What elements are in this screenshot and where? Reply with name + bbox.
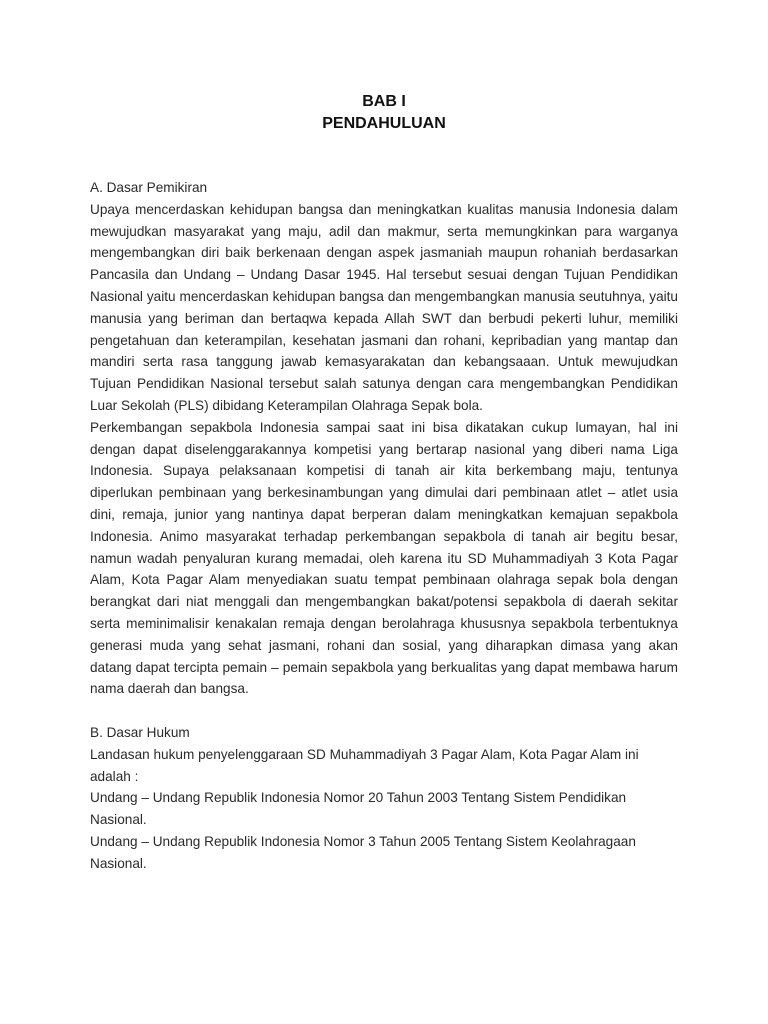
section-b-line-3: Undang – Undang Republik Indonesia Nomor 3 Tahun 2005 Tentang Sistem Keolahragaan Nasional. [90,833,636,871]
section-a-paragraph-2: Perkembangan sepakbola Indonesia sampai saat ini bisa dikatakan cukup lumayan, hal ini dengan dapat diselenggarakannya kompetisi yang bertarap nasional yang diberi nama Liga Indonesia. Supaya pelaksanaan kompetisi di tanah air kita berkembang maju, tentunya diperlukan pembinaan yang berkesinambungan yang dimulai dari pembinaan atlet – atlet usia dini, remaja, junior yang nantinya dapat berperan dalam meningkatkan kemajuan sepakbola Indonesia. Animo masyarakat terhadap perkembangan sepakbola di tanah air begitu besar, namun wadah penyaluran kurang memadai, oleh karena itu SD Muhammadiyah 3 Kota Pagar Alam, Kota Pagar Alam menyediakan suatu tempat pembinaan olahraga sepak bola dengan berangkat dari niat menggali dan mengembangkan bakat/potensi sepakbola di daerah sekitar serta meminimalisir kenakalan remaja dengan berolahraga khususnya sepakbola terbentuknya generasi muda yang sehat jasmani, rohani dan sosial, yang diharapkan dimasa yang akan datang dapat tercipta pemain – pemain sepakbola yang berkualitas yang dapat membawa harum nama daerah dan bangsa. [90,419,678,697]
section-b-title: B. Dasar Hukum [90,724,190,740]
chapter-number: BAB I [362,93,406,110]
chapter-title: PENDAHULUAN [322,115,446,132]
section-a-paragraph-1: Upaya mencerdaskan kehidupan bangsa dan meningkatkan kualitas manusia Indonesia dalam mewujudkan masyarakat yang maju, adil dan makmur, serta memungkinkan para warganya mengembangkan diri baik berkenaan dengan aspek jasmaniah maupun rohaniah berdasarkan Pancasila dan Undang – Undang Dasar 1945. Hal tersebut sesuai dengan Tujuan Pendidikan Nasional yaitu mencerdaskan kehidupan bangsa dan mengembangkan manusia seutuhnya, yaitu manusia yang beriman dan bertaqwa kepada Allah SWT dan berbudi pekerti luhur, memiliki pengetahuan dan keterampilan, kesehatan jasmani dan rohani, kepribadian yang mantap dan mandiri serta rasa tanggung jawab kemasyarakatan dan kebangsaaan. Untuk mewujudkan Tujuan Pendidikan Nasional tersebut salah satunya dengan cara mengembangkan Pendidikan Luar Sekolah (PLS) dibidang Keterampilan Olahraga Sepak bola. [90,201,678,413]
section-b-line-1: Landasan hukum penyelenggaraan SD Muhammadiyah 3 Pagar Alam, Kota Pagar Alam ini adalah : [90,746,639,784]
section-b-line-2: Undang – Undang Republik Indonesia Nomor 20 Tahun 2003 Tentang Sistem Pendidikan Nasional. [90,790,627,828]
section-spacer [90,700,678,722]
document-body [90,177,678,875]
section-a-title: A. Dasar Pemikiran [90,180,208,195]
